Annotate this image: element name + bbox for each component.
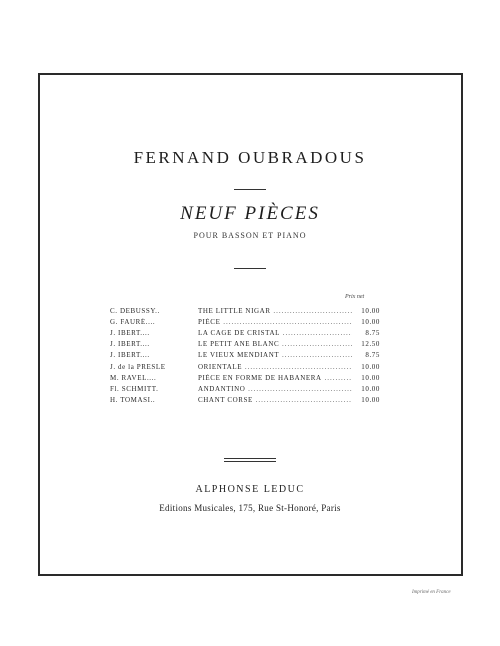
piece-title: LE PETIT ANE BLANC ..... xyxy=(198,340,352,348)
divider-middle xyxy=(234,268,266,269)
divider-bottom-second xyxy=(224,461,276,462)
piece-title: CHANT CORSE ..... xyxy=(198,396,352,404)
composer-name: M. RAVEL.... xyxy=(110,373,157,382)
piece-price: 8.75 xyxy=(365,351,380,360)
list-item xyxy=(110,316,380,327)
piece-price: 8.75 xyxy=(365,328,380,337)
composer-name: G. FAURÉ.... xyxy=(110,317,156,326)
piece-price: 10.00 xyxy=(361,373,380,382)
composer-name: J. IBERT.... xyxy=(110,340,150,349)
piece-title: ORIENTALE ..... xyxy=(198,363,352,371)
composer-name: J. de la PRESLE xyxy=(110,362,166,371)
piece-price: 10.00 xyxy=(361,384,380,393)
piece-title: ANDANTINO ..... xyxy=(198,385,352,393)
piece-price: 10.00 xyxy=(361,306,380,315)
printer-mark: Imprimé en France xyxy=(412,590,451,595)
publisher-address: Editions Musicales, 175, Rue St-Honoré, Paris xyxy=(159,503,341,513)
author-name: FERNAND OUBRADOUS xyxy=(133,148,367,167)
contents-list xyxy=(110,305,380,406)
piece-title: PIÈCE EN FORME DE HABANERA ..... xyxy=(198,374,352,382)
list-item xyxy=(110,383,380,394)
list-item xyxy=(110,361,380,372)
list-item xyxy=(110,350,380,361)
list-item xyxy=(110,305,380,316)
composer-name: J. IBERT.... xyxy=(110,351,150,360)
piece-title: PIÈCE ..... xyxy=(198,318,352,326)
piece-title: LA CAGE DE CRISTAL ..... xyxy=(198,329,352,337)
list-item xyxy=(110,395,380,406)
piece-title: LE VIEUX MENDIANT ..... xyxy=(198,351,352,359)
piece-price: 10.00 xyxy=(361,396,380,405)
work-subtitle: POUR BASSON ET PIANO xyxy=(193,231,307,240)
list-item xyxy=(110,327,380,338)
piece-price: 10.00 xyxy=(361,317,380,326)
list-item xyxy=(110,372,380,383)
publisher-name: ALPHONSE LEDUC xyxy=(195,484,305,495)
list-item xyxy=(110,339,380,350)
piece-title: THE LITTLE NIGAR ..... xyxy=(198,307,352,315)
divider-bottom xyxy=(224,458,276,459)
composer-name: H. TOMASI.. xyxy=(110,396,156,405)
composer-name: C. DEBUSSY.. xyxy=(110,306,160,315)
composer-name: J. IBERT.... xyxy=(110,328,150,337)
work-title: NEUF PIÈCES xyxy=(180,203,320,224)
composer-name: Fl. SCHMITT. xyxy=(110,384,159,393)
price-column-label: Prix net xyxy=(345,294,365,300)
piece-price: 10.00 xyxy=(361,362,380,371)
piece-price: 12.50 xyxy=(361,340,380,349)
divider-top xyxy=(234,189,266,190)
